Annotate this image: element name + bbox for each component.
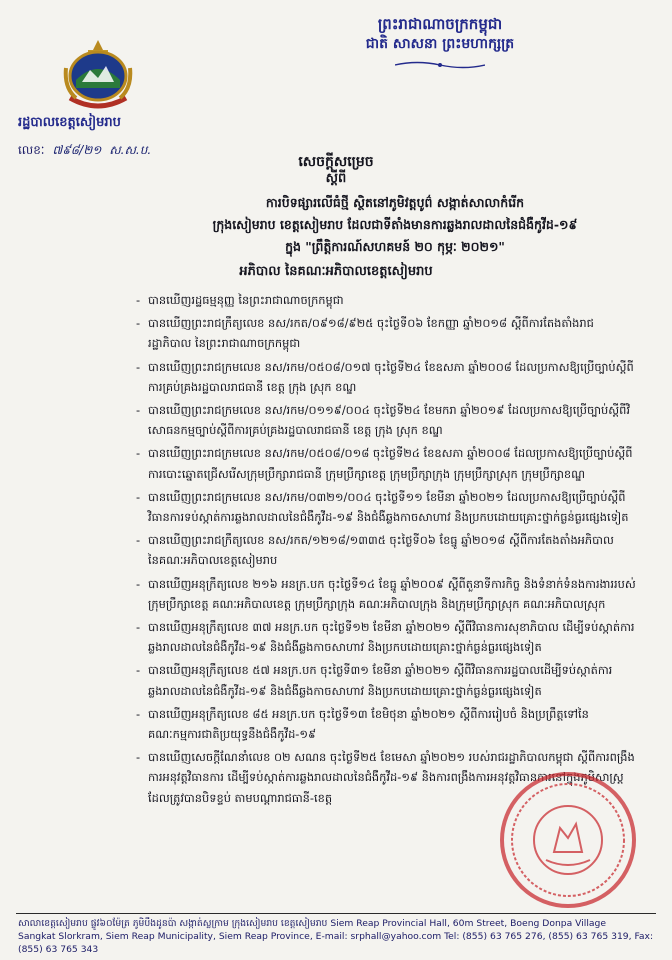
issuing-authority: អភិបាល នៃគណៈអភិបាលខេត្តសៀមរាប <box>239 264 433 279</box>
footer-english-address-2: Sangkat Slorkram, Siem Reap Municipality, Siem Reap Province, E-mail: <box>18 931 348 942</box>
footer-contacts: Tel: (855) 63 765 276, (855) 63 765 319, Fax: (855) 63 765 343 <box>18 931 654 955</box>
consideration-item: - បានឃើញអនុក្រឹត្យលេខ ៨៥ អនក្រ.បក ចុះថ្ងៃទី១៣ ខែមិថុនា ឆ្នាំ២០២១ ស្តីពីការរៀបចំ និងប្រព្រឹត្តទៅនៃគណៈកម្មការជាតិប្រយុទ្ធនឹងជំងឺកូវីដ-១៩ <box>136 704 636 744</box>
consideration-item: - បានឃើញសេចក្តីណែនាំលេខ ០២ សណន ចុះថ្ងៃទី២៥ ខែមេសា ឆ្នាំ២០២១ របស់រាជរដ្ឋាភិបាលកម្ពុជា ស្តីពីការពង្រឹងការអនុវត្តវិធានការ ដើម្បីទប់ស្កាត់ការឆ្លងរាលដាលនៃជំងឺកូវីដ-១៩ និងការពង្រឹងការអនុវត្តវិធានការនៅក្នុងភូមិសាស្ត្រដែលត្រូវបានបិទខ្ទប់ តាមបណ្តារាជធានី-ខេត្ត <box>136 747 636 808</box>
official-seal-icon <box>498 770 638 910</box>
footer-divider <box>16 913 656 914</box>
consideration-item: - បានឃើញអនុក្រឹត្យលេខ ៥៧ អនក្រ.បក ចុះថ្ងៃទី៣១ ខែមីនា ឆ្នាំ២០២១ ស្តីពីវិធានការរដ្ឋបាលដើម្បីទប់ស្កាត់ការឆ្លងរាលដាលនៃជំងឺកូវីដ-១៩ និងជំងឺឆ្លងកាចសាហាវ និងប្រកបដោយគ្រោះថ្នាក់ធ្ងន់ធ្ងរផ្សេងទៀត <box>136 660 636 700</box>
consideration-item: - បានឃើញព្រះរាជក្រមលេខ នស/រកម/០៥០៨/០១៨ ចុះថ្ងៃទី២៤ ខែឧសភា ឆ្នាំ២០០៨ ដែលប្រកាសឱ្យប្រើច្បាប់ស្តីពីការបោះឆ្នោតជ្រើសរើសក្រុមប្រឹក្សារាជធានី ក្រុមប្រឹក្សាខេត្ត ក្រុមប្រឹក្សាក្រុង ក្រុមប្រឹក្សាស្រុក ក្រុមប្រឹក្សាខណ្ឌ <box>136 443 636 483</box>
consideration-item: - បានឃើញព្រះរាជក្រមលេខ នស/រកម/០៣២១/០០៤ ចុះថ្ងៃទី១១ ខែមីនា ឆ្នាំ២០២១ ដែលប្រកាសឱ្យប្រើច្បាប់ស្តីពីវិធានការទប់ស្កាត់ការឆ្លងរាលដាលនៃជំងឺកូវីដ-១៩ និងជំងឺឆ្លងកាចសាហាវ និងប្រកបដោយគ្រោះថ្នាក់ធ្ងន់ធ្ងរផ្សេងទៀត <box>136 487 636 527</box>
considerations-list <box>136 290 636 811</box>
footer-address <box>18 917 658 956</box>
ornament-divider-icon <box>395 60 485 70</box>
footer-khmer-address: សាលាខេត្តសៀមរាប ផ្លូវ៦០ម៉ែត្រ ភូមិបឹងដូនប៉ា សង្កាត់ស្លក្រាម ក្រុងសៀមរាប ខេត្តសៀមរាប <box>18 918 328 929</box>
subject-line: ក្រុងសៀមរាប ខេត្តសៀមរាប ដែលជាទីតាំងមានការឆ្លងរាលដាលនៃជំងឺកូវីដ-១៩ <box>212 217 578 232</box>
consideration-item: - បានឃើញព្រះរាជក្រមលេខ នស/រកម/០១១៩/០០៤ ចុះថ្ងៃទី២៤ ខែមករា ឆ្នាំ២០១៩ ដែលប្រកាសឱ្យប្រើច្បាប់ស្តីពីវិសោធនកម្មច្បាប់ស្តីពីការគ្រប់គ្រងរដ្ឋបាលរាជធានី ខេត្ត ក្រុង ស្រុក ខណ្ឌ <box>136 400 636 440</box>
consideration-item: - បានឃើញព្រះរាជក្រមលេខ នស/រកម/០៥០៨/០១៧ ចុះថ្ងៃទី២៤ ខែឧសភា ឆ្នាំ២០០៨ ដែលប្រកាសឱ្យប្រើច្បាប់ស្តីពីការគ្រប់គ្រងរដ្ឋបាលរាជធានី ខេត្ត ក្រុង ស្រុក ខណ្ឌ <box>136 357 636 397</box>
subject-block <box>160 192 630 258</box>
kingdom-heading <box>260 14 620 54</box>
provincial-emblem-icon <box>62 38 134 114</box>
footer-email: srphall@yahoo.com <box>350 931 442 942</box>
document-type: សេចក្តីសម្រេច <box>298 154 374 170</box>
subject-line: ក្នុង "ព្រឹត្តិការណ៍សហគមន៍ ២០ កុម្ភៈ ២០២១" <box>285 239 505 254</box>
national-motto: ជាតិ សាសនា ព្រះមហាក្សត្រ <box>365 36 515 52</box>
subject-word: ស្តីពី <box>325 171 347 186</box>
consideration-item: - បានឃើញអនុក្រឹត្យលេខ ៣៧ អនក្រ.បក ចុះថ្ងៃទី១២ ខែមីនា ឆ្នាំ២០២១ ស្តីពីវិធានការសុខាភិបាល ដើម្បីទប់ស្កាត់ការឆ្លងរាលដាលនៃជំងឺកូវីដ-១៩ និងជំងឺឆ្លងកាចសាហាវ និងប្រកបដោយគ្រោះថ្នាក់ធ្ងន់ធ្ងរផ្សេងទៀត <box>136 617 636 657</box>
kingdom-name: ព្រះរាជាណាចក្រកម្ពុជា <box>377 15 503 33</box>
reference-label: លេខៈ <box>18 143 45 157</box>
footer-english-address: Siem Reap Provincial Hall, 60m Street, Boeng Donpa Village <box>330 918 607 929</box>
reference-number: ៧៩៨/២១ <box>52 143 102 157</box>
consideration-item: - បានឃើញព្រះរាជក្រឹត្យលេខ នស/រកត/០៩១៨/៩២៥ ចុះថ្ងៃទី០៦ ខែកញ្ញា ឆ្នាំ២០១៨ ស្តីពីការតែងតាំងរាជរដ្ឋាភិបាល នៃព្រះរាជាណាចក្រកម្ពុជា <box>136 313 636 353</box>
consideration-item: - បានឃើញរដ្ឋធម្មនុញ្ញ នៃព្រះរាជាណាចក្រកម្ពុជា <box>136 290 636 310</box>
issuing-administration: រដ្ឋបាលខេត្តសៀមរាប <box>18 115 121 130</box>
consideration-item: - បានឃើញព្រះរាជក្រឹត្យលេខ នស/រកត/១២១៨/១៣៣៥ ចុះថ្ងៃទី០៦ ខែធ្នូ ឆ្នាំ២០១៨ ស្តីពីការតែងតាំងអភិបាល នៃគណៈអភិបាលខេត្តសៀមរាប <box>136 530 636 570</box>
reference-suffix: ស.ស.ប. <box>109 143 152 157</box>
subject-line: ការបិទផ្សារលើធំថ្មី ស្ថិតនៅភូមិវត្តបូព៌ សង្កាត់សាលាកំរើក <box>265 195 525 210</box>
consideration-item: - បានឃើញអនុក្រឹត្យលេខ ២១៦ អនក្រ.បក ចុះថ្ងៃទី១៤ ខែធ្នូ ឆ្នាំ២០០៩ ស្តីពីតួនាទីការកិច្ច និងទំនាក់ទំនងការងាររបស់ក្រុមប្រឹក្សាខេត្ត គណៈអភិបាលខេត្ត ក្រុមប្រឹក្សាក្រុង គណៈអភិបាលក្រុង និងក្រុមប្រឹក្សាស្រុក គណៈអភិបាលស្រុក <box>136 574 636 614</box>
